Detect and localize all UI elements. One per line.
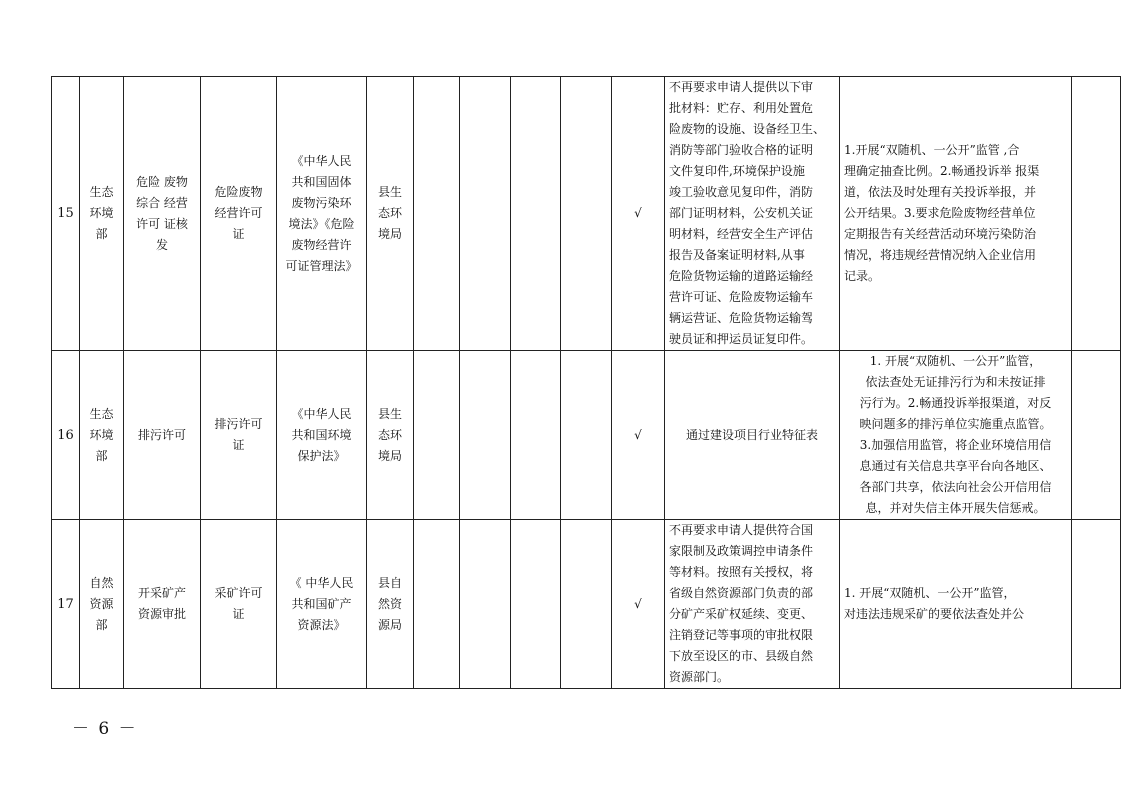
item-name-cell: 危险 废物 综合 经营 许可 证核 发 bbox=[124, 77, 201, 351]
legal-basis-cell: 《 中华人民 共和国矿产 资源法》 bbox=[277, 520, 367, 689]
supervision-measures-cell: 1.开展“双随机、一公开”监管 ,合 理确定抽查比例。2.畅通投诉举 报渠 道，依法及时处理有关投诉举报，并 公开结果。3.要求危险废物经营单位 定期报告有关经营活动环境污染防治 情况，将违规经营情况纳入企业信用 记录。 bbox=[840, 77, 1072, 351]
table-row bbox=[52, 351, 1121, 520]
empty-cell bbox=[561, 520, 612, 689]
reform-measures-cell: 不再要求申请人提供符合国 家限制及政策调控申请条件 等材料。按照有关授权，将 省级自然资源部门负责的部 分矿产采矿权延续、变更、 注销登记等事项的审批权限 下放至设区的市、县级自然 资源部门。 bbox=[665, 520, 840, 689]
reform-measures-cell: 通过建设项目行业特征表 bbox=[665, 351, 840, 520]
empty-cell bbox=[460, 351, 511, 520]
page-number: － 6 － bbox=[72, 719, 138, 739]
legal-basis-cell: 《中华人民 共和国固体 废物污染环 境法》《危险 废物经营许 可证管理法》 bbox=[277, 77, 367, 351]
supervision-measures-cell: 1. 开展“双随机、一公开”监管， 对违法违规采矿的要依法查处并公 bbox=[840, 520, 1072, 689]
reform-check-cell: √ bbox=[612, 520, 665, 689]
empty-cell bbox=[460, 520, 511, 689]
legal-basis-cell: 《中华人民 共和国环境 保护法》 bbox=[277, 351, 367, 520]
license-name-cell: 排污许可 证 bbox=[201, 351, 277, 520]
empty-cell bbox=[414, 520, 460, 689]
reform-measures-cell: 不再要求申请人提供以下审 批材料：贮存、利用处置危 险废物的设施、设备经卫生、 消防等部门验收合格的证明 文件复印件,环境保护设施 竣工验收意见复印件，消防 部门证明材料，公安机关证 明材料，经营安全生产评估 报告及备案证明材料,从事 危险货物运输的道路运输经 营许可证、危险废物运输车 辆运营证、危险货物运输驾 驶员证和押运员证复印件。 bbox=[665, 77, 840, 351]
supervision-measures-cell: 1. 开展“双随机、一公开”监管， 依法查处无证排污行为和未按证排 污行为。2.畅通投诉举报渠道，对反 映问题多的排污单位实施重点监管。 3.加强信用监管，将企业环境信用信 息通过有关信息共享平台向各地区、 各部门共享，依法向社会公开信用信 息，并对失信主体开展失信惩戒。 bbox=[840, 351, 1072, 520]
row-number: 16 bbox=[52, 351, 80, 520]
empty-cell bbox=[561, 77, 612, 351]
empty-cell bbox=[460, 77, 511, 351]
empty-cell bbox=[1072, 77, 1121, 351]
department-cell: 生态 环境 部 bbox=[80, 77, 124, 351]
empty-cell bbox=[1072, 520, 1121, 689]
reform-check-cell: √ bbox=[612, 77, 665, 351]
empty-cell bbox=[414, 77, 460, 351]
empty-cell bbox=[511, 77, 561, 351]
license-name-cell: 采矿许可 证 bbox=[201, 520, 277, 689]
license-name-cell: 危险废物 经营许可 证 bbox=[201, 77, 277, 351]
row-number: 15 bbox=[52, 77, 80, 351]
row-number: 17 bbox=[52, 520, 80, 689]
reform-check-cell: √ bbox=[612, 351, 665, 520]
item-name-cell: 排污许可 bbox=[124, 351, 201, 520]
approval-agency-cell: 县生 态环 境局 bbox=[367, 351, 414, 520]
table-row bbox=[52, 77, 1121, 351]
empty-cell bbox=[561, 351, 612, 520]
approval-agency-cell: 县自 然资 源局 bbox=[367, 520, 414, 689]
empty-cell bbox=[511, 351, 561, 520]
empty-cell bbox=[414, 351, 460, 520]
table-row bbox=[52, 520, 1121, 689]
department-cell: 生态 环境 部 bbox=[80, 351, 124, 520]
empty-cell bbox=[511, 520, 561, 689]
department-cell: 自然 资源 部 bbox=[80, 520, 124, 689]
approval-agency-cell: 县生 态环 境局 bbox=[367, 77, 414, 351]
permit-reform-table bbox=[51, 76, 1121, 689]
empty-cell bbox=[1072, 351, 1121, 520]
item-name-cell: 开采矿产 资源审批 bbox=[124, 520, 201, 689]
